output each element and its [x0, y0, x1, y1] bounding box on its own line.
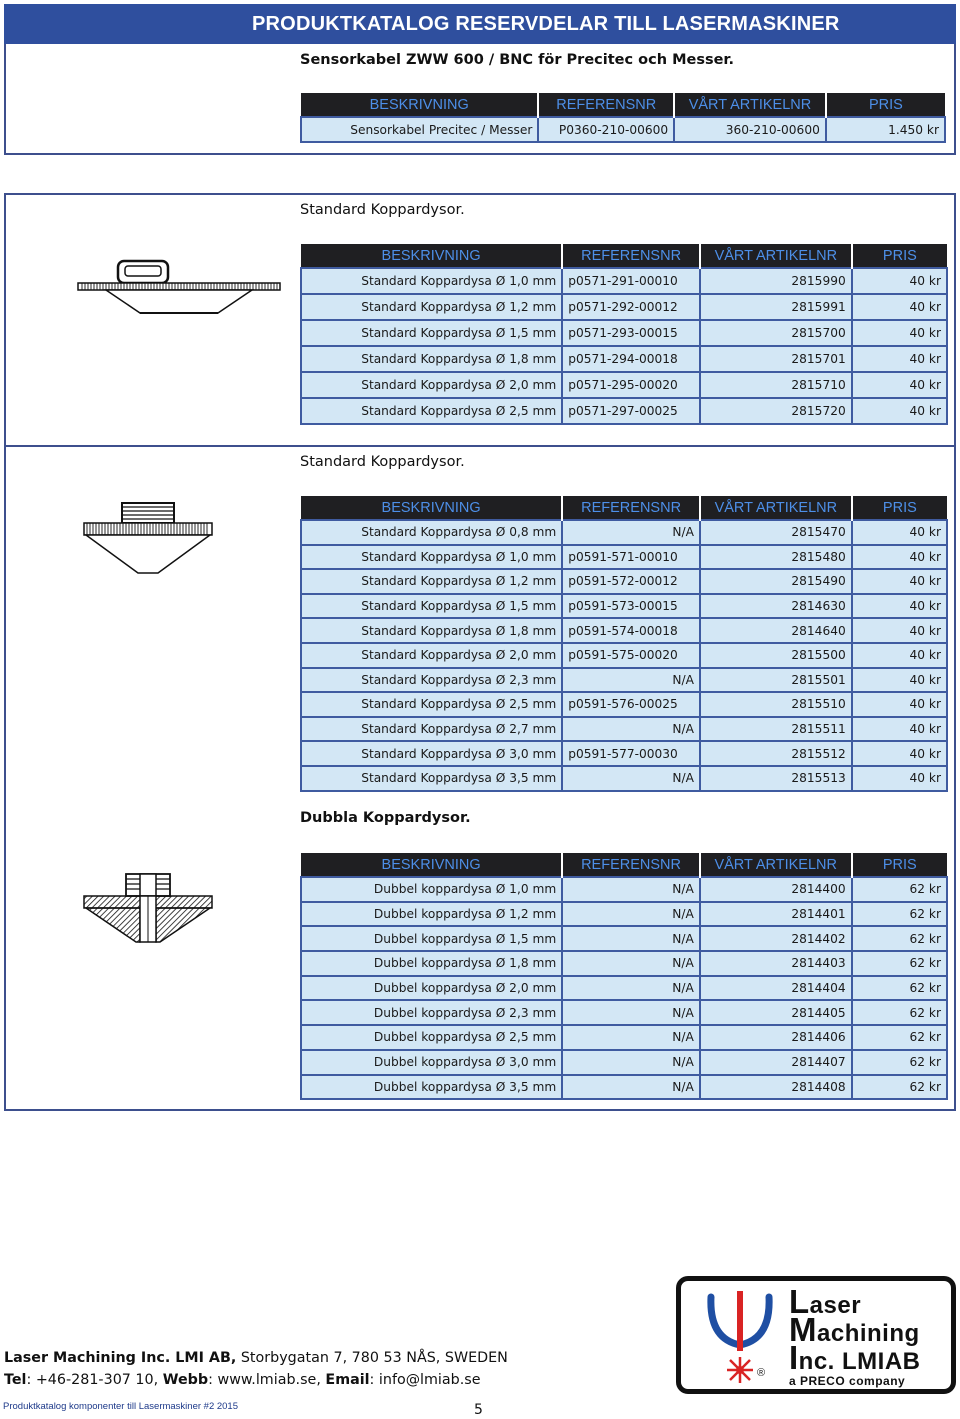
cell-price: 40 kr [852, 320, 947, 346]
copper-nozzle-threaded-drawing-icon [82, 501, 214, 576]
table-row [301, 545, 947, 570]
section1-title: Standard Koppardysor. [300, 202, 465, 218]
logo-line-inc [789, 1339, 921, 1377]
col-header-reference: REFERENSNR [562, 853, 700, 877]
cell-article: 2815513 [700, 766, 852, 791]
cell-price: 40 kr [852, 372, 947, 398]
cell-description: Standard Koppardysa Ø 1,0 mm [301, 545, 562, 570]
table-row [301, 268, 947, 294]
footer-address [4, 1350, 508, 1366]
cell-article: 2815700 [700, 320, 852, 346]
col-header-article: VÅRT ARTIKELNR [674, 93, 826, 117]
cell-description: Dubbel koppardysa Ø 1,0 mm [301, 877, 562, 902]
copper-nozzle-flat-drawing-icon [76, 258, 282, 318]
cell-price: 40 kr [852, 741, 947, 766]
cell-price: 40 kr [852, 594, 947, 619]
cell-article: 2814402 [700, 926, 852, 951]
footer-company-name: Laser Machining Inc. LMI AB, [4, 1350, 237, 1366]
cell-article: 2814406 [700, 1025, 852, 1050]
table-row [301, 766, 947, 791]
cell-description: Standard Koppardysa Ø 1,2 mm [301, 569, 562, 594]
cell-price: 40 kr [852, 618, 947, 643]
cell-price: 62 kr [852, 1050, 947, 1075]
cell-price: 62 kr [852, 877, 947, 902]
col-header-article: VÅRT ARTIKELNR [700, 496, 852, 520]
sensor-section-title: Sensorkabel ZWW 600 / BNC för Precitec och Messer. [300, 52, 735, 68]
table-row [301, 668, 947, 693]
cell-reference: N/A [562, 902, 700, 927]
cell-description: Dubbel koppardysa Ø 3,5 mm [301, 1075, 562, 1100]
sensor-table [300, 93, 946, 143]
section-divider [4, 445, 956, 447]
cell-reference: p0591-574-00018 [562, 618, 700, 643]
cell-reference: N/A [562, 877, 700, 902]
footer-web-label: Webb [162, 1372, 209, 1388]
table-row [301, 618, 947, 643]
table-row [301, 398, 947, 424]
cell-article: 2814408 [700, 1075, 852, 1100]
laser-beam-logo-icon [697, 1291, 783, 1387]
cell-description: Standard Koppardysa Ø 1,5 mm [301, 594, 562, 619]
cell-description: Standard Koppardysa Ø 3,5 mm [301, 766, 562, 791]
page-title: PRODUKTKATALOG RESERVDELAR TILL LASERMASKINER [4, 4, 956, 44]
cell-price: 40 kr [852, 717, 947, 742]
cell-description: Dubbel koppardysa Ø 1,2 mm [301, 902, 562, 927]
cell-article: 2815990 [700, 268, 852, 294]
cell-reference: N/A [562, 976, 700, 1001]
col-header-price: PRIS [826, 93, 945, 117]
col-header-article: VÅRT ARTIKELNR [700, 244, 852, 268]
logo-cap-i: I [789, 1339, 799, 1376]
table-row [301, 717, 947, 742]
cell-reference: N/A [562, 926, 700, 951]
col-header-description: BESKRIVNING [301, 93, 538, 117]
table-row [301, 1000, 947, 1025]
cell-article: 2815512 [700, 741, 852, 766]
table-row [301, 877, 947, 902]
section2-title: Standard Koppardysor. [300, 454, 465, 470]
cell-price: 62 kr [852, 976, 947, 1001]
section3-table [300, 853, 948, 1100]
cell-description: Standard Koppardysa Ø 0,8 mm [301, 520, 562, 545]
cell-price: 40 kr [852, 692, 947, 717]
cell-description: Standard Koppardysa Ø 1,0 mm [301, 268, 562, 294]
cell-reference: p0591-571-00010 [562, 545, 700, 570]
footer-email-link[interactable]: : info@lmiab.se [369, 1372, 481, 1388]
cell-description: Sensorkabel Precitec / Messer [301, 117, 538, 142]
cell-description: Dubbel koppardysa Ø 2,0 mm [301, 976, 562, 1001]
table-row [301, 594, 947, 619]
cell-description: Standard Koppardysa Ø 2,0 mm [301, 372, 562, 398]
footer-tel-label: Tel [4, 1372, 27, 1388]
cell-article: 2815710 [700, 372, 852, 398]
cell-description: Standard Koppardysa Ø 2,5 mm [301, 692, 562, 717]
logo-text-laser: aser [809, 1292, 862, 1319]
cell-price: 62 kr [852, 1075, 947, 1100]
cell-reference: p0571-293-00015 [562, 320, 700, 346]
cell-price: 62 kr [852, 1025, 947, 1050]
cell-reference: N/A [562, 766, 700, 791]
table-row [301, 520, 947, 545]
cell-reference: N/A [562, 717, 700, 742]
cell-reference: p0591-575-00020 [562, 643, 700, 668]
cell-price: 40 kr [852, 668, 947, 693]
cell-article: 2814640 [700, 618, 852, 643]
section3-title: Dubbla Koppardysor. [300, 810, 471, 826]
cell-price: 62 kr [852, 926, 947, 951]
cell-price: 62 kr [852, 1000, 947, 1025]
table-row [301, 643, 947, 668]
footer-email-label: Email [325, 1372, 370, 1388]
catalog-note: Produktkatalog komponenter till Lasermaskiner #2 2015 [3, 1401, 238, 1412]
cell-reference: N/A [562, 520, 700, 545]
col-header-reference: REFERENSNR [538, 93, 674, 117]
cell-article: 2815480 [700, 545, 852, 570]
table-header-row [301, 853, 947, 877]
section2-table [300, 496, 948, 792]
section1-table [300, 244, 948, 425]
col-header-reference: REFERENSNR [562, 496, 700, 520]
table-row [301, 951, 947, 976]
table-row [301, 117, 945, 142]
footer-contact [4, 1372, 481, 1388]
table-header-row [301, 496, 947, 520]
table-row [301, 692, 947, 717]
cell-price: 62 kr [852, 902, 947, 927]
cell-article: 2815511 [700, 717, 852, 742]
cell-description: Standard Koppardysa Ø 1,8 mm [301, 618, 562, 643]
cell-price: 40 kr [852, 766, 947, 791]
cell-price: 40 kr [852, 545, 947, 570]
footer-street: Storbygatan 7, 780 53 NÅS, SWEDEN [236, 1350, 508, 1366]
cell-description: Standard Koppardysa Ø 1,8 mm [301, 346, 562, 372]
cell-description: Dubbel koppardysa Ø 2,3 mm [301, 1000, 562, 1025]
cell-article: 2814405 [700, 1000, 852, 1025]
cell-description: Standard Koppardysa Ø 2,5 mm [301, 398, 562, 424]
col-header-reference: REFERENSNR [562, 244, 700, 268]
table-row [301, 372, 947, 398]
cell-reference: N/A [562, 951, 700, 976]
cell-price: 40 kr [852, 398, 947, 424]
table-header-row [301, 244, 947, 268]
double-copper-nozzle-drawing-icon [82, 872, 214, 946]
table-row [301, 1025, 947, 1050]
cell-reference: p0591-573-00015 [562, 594, 700, 619]
logo-subline: a PRECO company [789, 1374, 906, 1388]
cell-article: 2815470 [700, 520, 852, 545]
page-number: 5 [474, 1402, 483, 1418]
cell-description: Dubbel koppardysa Ø 3,0 mm [301, 1050, 562, 1075]
col-header-price: PRIS [852, 853, 947, 877]
cell-reference: N/A [562, 1075, 700, 1100]
table-row [301, 926, 947, 951]
cell-description: Standard Koppardysa Ø 2,0 mm [301, 643, 562, 668]
col-header-description: BESKRIVNING [301, 496, 562, 520]
cell-price: 40 kr [852, 294, 947, 320]
cell-article: 2814404 [700, 976, 852, 1001]
cell-article: 2814403 [700, 951, 852, 976]
cell-article: 2815500 [700, 643, 852, 668]
table-row [301, 1050, 947, 1075]
cell-article: 2815501 [700, 668, 852, 693]
table-row [301, 976, 947, 1001]
logo-text-machining: achining [817, 1320, 920, 1347]
cell-description: Dubbel koppardysa Ø 1,5 mm [301, 926, 562, 951]
cell-price: 62 kr [852, 951, 947, 976]
cell-article: 360-210-00600 [674, 117, 826, 142]
cell-price: 40 kr [852, 346, 947, 372]
col-header-description: BESKRIVNING [301, 853, 562, 877]
cell-description: Standard Koppardysa Ø 3,0 mm [301, 741, 562, 766]
logo-cap-l: L [789, 1283, 810, 1320]
cell-reference: p0571-297-00025 [562, 398, 700, 424]
cell-reference: p0571-292-00012 [562, 294, 700, 320]
cell-reference: p0591-577-00030 [562, 741, 700, 766]
cell-article: 2815490 [700, 569, 852, 594]
table-row [301, 902, 947, 927]
table-row [301, 320, 947, 346]
cell-reference: p0591-576-00025 [562, 692, 700, 717]
cell-article: 2814400 [700, 877, 852, 902]
cell-price: 1.450 kr [826, 117, 945, 142]
cell-article: 2815991 [700, 294, 852, 320]
cell-article: 2815720 [700, 398, 852, 424]
cell-reference: p0571-295-00020 [562, 372, 700, 398]
table-row [301, 346, 947, 372]
logo-text-inc: nc. LMIAB [798, 1348, 921, 1375]
footer-tel: : +46-281-307 10, [26, 1372, 163, 1388]
footer-web-link[interactable]: : www.lmiab.se, [208, 1372, 326, 1388]
table-row [301, 294, 947, 320]
cell-description: Standard Koppardysa Ø 2,3 mm [301, 668, 562, 693]
col-header-price: PRIS [852, 496, 947, 520]
cell-reference: N/A [562, 1000, 700, 1025]
col-header-article: VÅRT ARTIKELNR [700, 853, 852, 877]
cell-article: 2815510 [700, 692, 852, 717]
cell-price: 40 kr [852, 268, 947, 294]
cell-reference: p0591-572-00012 [562, 569, 700, 594]
cell-description: Standard Koppardysa Ø 1,2 mm [301, 294, 562, 320]
logo-registered: ® [757, 1367, 766, 1379]
cell-reference: p0571-294-00018 [562, 346, 700, 372]
cell-article: 2814630 [700, 594, 852, 619]
col-header-description: BESKRIVNING [301, 244, 562, 268]
col-header-price: PRIS [852, 244, 947, 268]
logo-cap-m: M [789, 1311, 817, 1348]
table-header-row [301, 93, 945, 117]
cell-reference: P0360-210-00600 [538, 117, 674, 142]
cell-reference: N/A [562, 1025, 700, 1050]
cell-price: 40 kr [852, 569, 947, 594]
cell-article: 2814407 [700, 1050, 852, 1075]
cell-price: 40 kr [852, 520, 947, 545]
cell-article: 2814401 [700, 902, 852, 927]
table-row [301, 1075, 947, 1100]
company-logo [676, 1276, 956, 1394]
cell-reference: N/A [562, 1050, 700, 1075]
cell-price: 40 kr [852, 643, 947, 668]
cell-description: Standard Koppardysa Ø 2,7 mm [301, 717, 562, 742]
cell-reference: N/A [562, 668, 700, 693]
cell-description: Dubbel koppardysa Ø 1,8 mm [301, 951, 562, 976]
cell-description: Dubbel koppardysa Ø 2,5 mm [301, 1025, 562, 1050]
table-row [301, 741, 947, 766]
cell-reference: p0571-291-00010 [562, 268, 700, 294]
cell-article: 2815701 [700, 346, 852, 372]
cell-description: Standard Koppardysa Ø 1,5 mm [301, 320, 562, 346]
table-row [301, 569, 947, 594]
